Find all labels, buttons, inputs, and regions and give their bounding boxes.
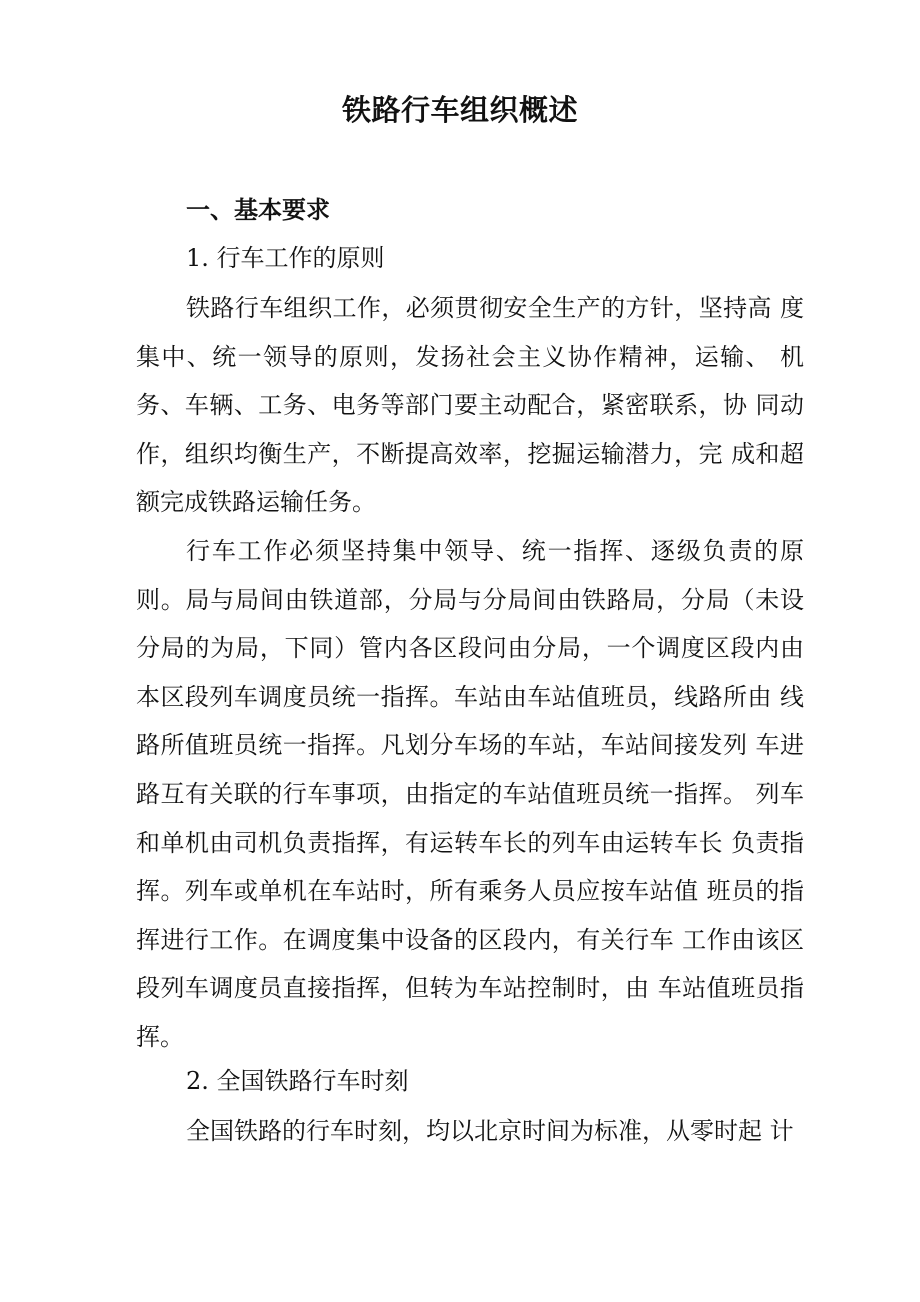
paragraph-principles: 铁路行车组织工作，必须贯彻安全生产的方针，坚持高 度集中、统一领导的原则，发扬社会主义协作精神，运输、 机务、车辆、工务、电务等部门要主动配合，紧密联系，协 同动作，组织均衡生产，不断提高效率，挖掘运输潜力，完 成和超额完成铁路运输任务。 (136, 294, 804, 517)
subsection-heading-national-time: 2. 全国铁路行车时刻 (186, 1067, 409, 1095)
page-title: 铁路行车组织概述 (341, 93, 578, 127)
subsection-heading-principles: 1. 行车工作的原则 (186, 244, 385, 272)
paragraph-command-structure: 行车工作必须坚持集中领导、统一指挥、逐级负责的原 则。局与局间由铁道部，分局与分局间由铁路局，分局（未设 分局的为局，下同）管内各区段问由分局，一个调度区段内由 本区段列车调度员统一指挥。车站由车站值班员，线路所由 线路所值班员统一指挥。凡划分车场的车站，车站间接发列 车进路互有关联的行车事项，由指定的车站值班员统一指挥。 列车和单机由司机负责指挥，有运转车长的列车由运转车长 负责指挥。列车或单机在车站时，所有乘务人员应按车站值 班员的指挥进行工作。在调度集中设备的区段内，有关行车 工作由该区段列车调度员直接指挥，但转为车站控制时，由 车站值班员指挥。 (136, 537, 804, 1051)
section-heading-basic-requirements: 一、基本要求 (186, 195, 330, 224)
paragraph-national-time: 全国铁路的行车时刻，均以北京时间为标准，从零时起 计 (186, 1117, 794, 1145)
